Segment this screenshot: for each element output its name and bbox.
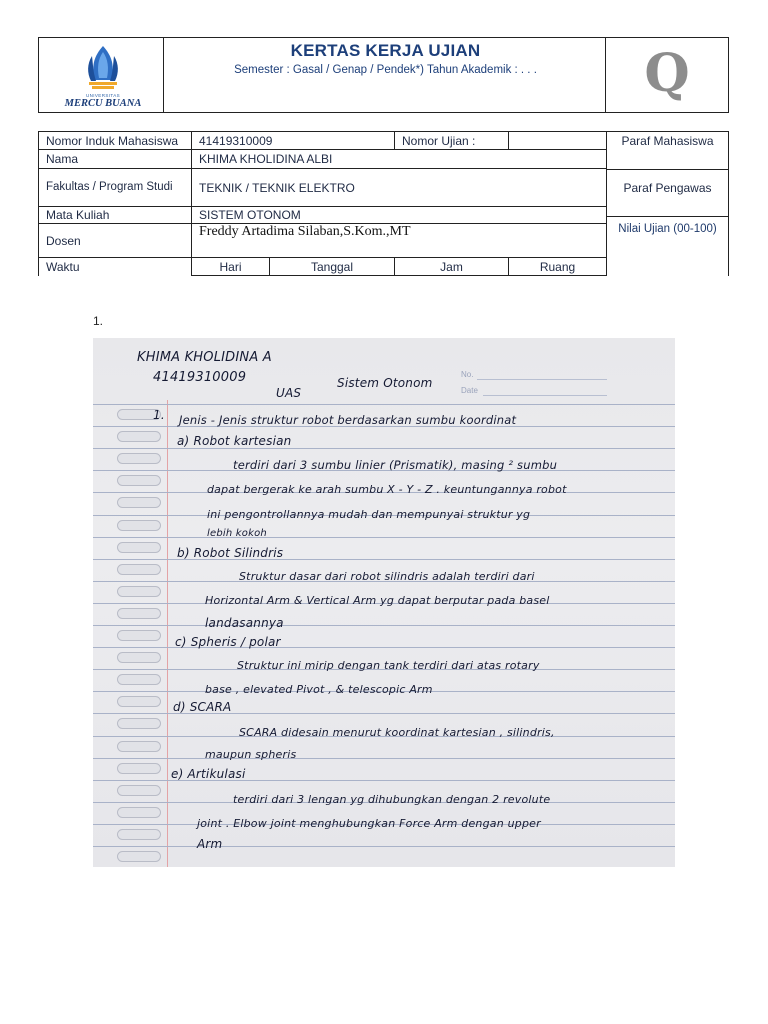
binder-hole: [117, 718, 161, 729]
paraf-pengawas-label: Paraf Pengawas: [623, 181, 712, 195]
hw-line-1: Jenis - Jenis struktur robot berdasarkan sumbu koordinat: [179, 413, 517, 427]
paper-rule-line: [93, 846, 675, 847]
q-letter-logo: Q: [644, 43, 690, 104]
binder-hole: [117, 520, 161, 531]
paper-rule-line: [93, 625, 675, 626]
paper-rule-line: [93, 537, 675, 538]
hw-line-6: lebih kokoh: [207, 528, 267, 539]
nim-label: Nomor Induk Mahasiswa: [38, 131, 191, 150]
paper-rule-line: [93, 758, 675, 759]
binder-hole: [117, 630, 161, 641]
nilai-ujian-label: Nilai Ujian (00-100): [618, 223, 717, 235]
university-logo: [61, 44, 145, 110]
nomor-ujian-field[interactable]: [508, 131, 606, 150]
q-logo-cell: [605, 38, 728, 112]
hw-line-18: terdiri dari 3 lengan yg dihubungkan dengan 2 revolute: [233, 793, 551, 806]
waktu-hari: Hari: [191, 258, 269, 276]
waktu-label: Waktu: [38, 258, 191, 276]
binder-hole: [117, 696, 161, 707]
nim-value: 41419310009: [191, 131, 394, 150]
binder-hole: [117, 497, 161, 508]
hw-line-12: Struktur ini mirip dengan tank terdiri dari atas rotary: [237, 659, 540, 672]
exam-header: [38, 37, 729, 113]
hw-line-19: joint . Elbow joint menghubungkan Force Arm dengan upper: [197, 817, 541, 830]
logo-cell: [39, 38, 164, 112]
binder-hole: [117, 431, 161, 442]
semester-subtitle: Semester : Gasal / Genap / Pendek*) Tahun Akademik : . . .: [234, 64, 537, 76]
binder-hole: [117, 674, 161, 685]
hw-line-7: b) Robot Silindris: [177, 546, 284, 560]
hw-line-5: ini pengontrollannya mudah dan mempunyai struktur yg: [207, 508, 531, 521]
paper-date-label: Date: [461, 386, 478, 395]
paper-no-line: [477, 379, 607, 380]
hw-name: KHIMA KHOLIDINA A: [137, 350, 272, 365]
title-cell: [164, 38, 607, 112]
hw-nim: 41419310009: [153, 370, 247, 385]
hw-line-15: SCARA didesain menurut koordinat kartesian , silindris,: [239, 726, 555, 739]
dosen-value: Freddy Artadima Silaban,S.Kom.,MT: [191, 224, 606, 258]
hw-line-13: base , elevated Pivot , & telescopic Arm: [205, 683, 433, 696]
hw-line-9: Horizontal Arm & Vertical Arm yg dapat berputar pada basel: [205, 594, 550, 607]
binder-hole: [117, 564, 161, 575]
binder-hole: [117, 608, 161, 619]
student-info-table: [38, 131, 729, 276]
nomor-ujian-label: Nomor Ujian :: [394, 131, 508, 150]
waktu-jam: Jam: [394, 258, 508, 276]
fakultas-label: Fakultas / Program Studi: [38, 169, 191, 207]
hw-line-3: terdiri dari 3 sumbu linier (Prismatik), masing ² sumbu: [233, 458, 558, 472]
binder-hole: [117, 807, 161, 818]
handwritten-answer-photo: [93, 338, 675, 867]
hw-line-14: d) SCARA: [173, 700, 232, 714]
nama-label: Nama: [38, 150, 191, 169]
fakultas-value: TEKNIK / TEKNIK ELEKTRO: [191, 169, 606, 207]
matkul-label: Mata Kuliah: [38, 207, 191, 224]
logo-university-text: UNIVERSITAS: [85, 93, 121, 98]
paper-rule-line: [93, 404, 675, 405]
hw-line-8: Struktur dasar dari robot silindris adalah terdiri dari: [239, 570, 535, 583]
paper-no-label: No.: [461, 370, 474, 379]
dosen-label: Dosen: [38, 224, 191, 258]
binder-hole: [117, 829, 161, 840]
hw-number-1: 1.: [153, 408, 165, 422]
hw-line-4: dapat bergerak ke arah sumbu X - Y - Z . keuntungannya robot: [207, 483, 567, 496]
logo-name-text: MERCU BUANA: [64, 98, 142, 109]
paper-date-line: [483, 395, 607, 396]
nama-value: KHIMA KHOLIDINA ALBI: [191, 150, 606, 169]
paraf-pengawas-cell: [606, 169, 729, 217]
hw-line-2: a) Robot kartesian: [177, 434, 292, 448]
flame-logo-icon: [61, 44, 145, 90]
binder-hole: [117, 785, 161, 796]
binder-hole: [117, 453, 161, 464]
nilai-ujian-cell: [606, 217, 729, 276]
binder-hole: [117, 652, 161, 663]
binder-hole: [117, 851, 161, 862]
matkul-value: SISTEM OTONOM: [191, 207, 606, 224]
waktu-ruang: Ruang: [508, 258, 606, 276]
hw-line-20: Arm: [197, 837, 223, 851]
binder-hole: [117, 475, 161, 486]
paper-rule-line: [93, 448, 675, 449]
page-title: KERTAS KERJA UJIAN: [290, 41, 481, 60]
question-number: 1.: [93, 314, 104, 328]
waktu-tanggal: Tanggal: [269, 258, 394, 276]
binder-hole: [117, 542, 161, 553]
binder-hole: [117, 763, 161, 774]
binder-hole: [117, 586, 161, 597]
paraf-mahasiswa-cell: [606, 131, 729, 169]
hw-uas: UAS: [276, 386, 302, 400]
hw-line-16: maupun spheris: [205, 748, 297, 761]
hw-line-11: c) Spheris / polar: [175, 635, 281, 649]
hw-line-10: landasannya: [205, 616, 284, 630]
paraf-mahasiswa-label: Paraf Mahasiswa: [621, 134, 714, 148]
binder-hole: [117, 741, 161, 752]
hw-line-17: e) Artikulasi: [171, 767, 246, 781]
hw-course: Sistem Otonom: [337, 376, 433, 390]
